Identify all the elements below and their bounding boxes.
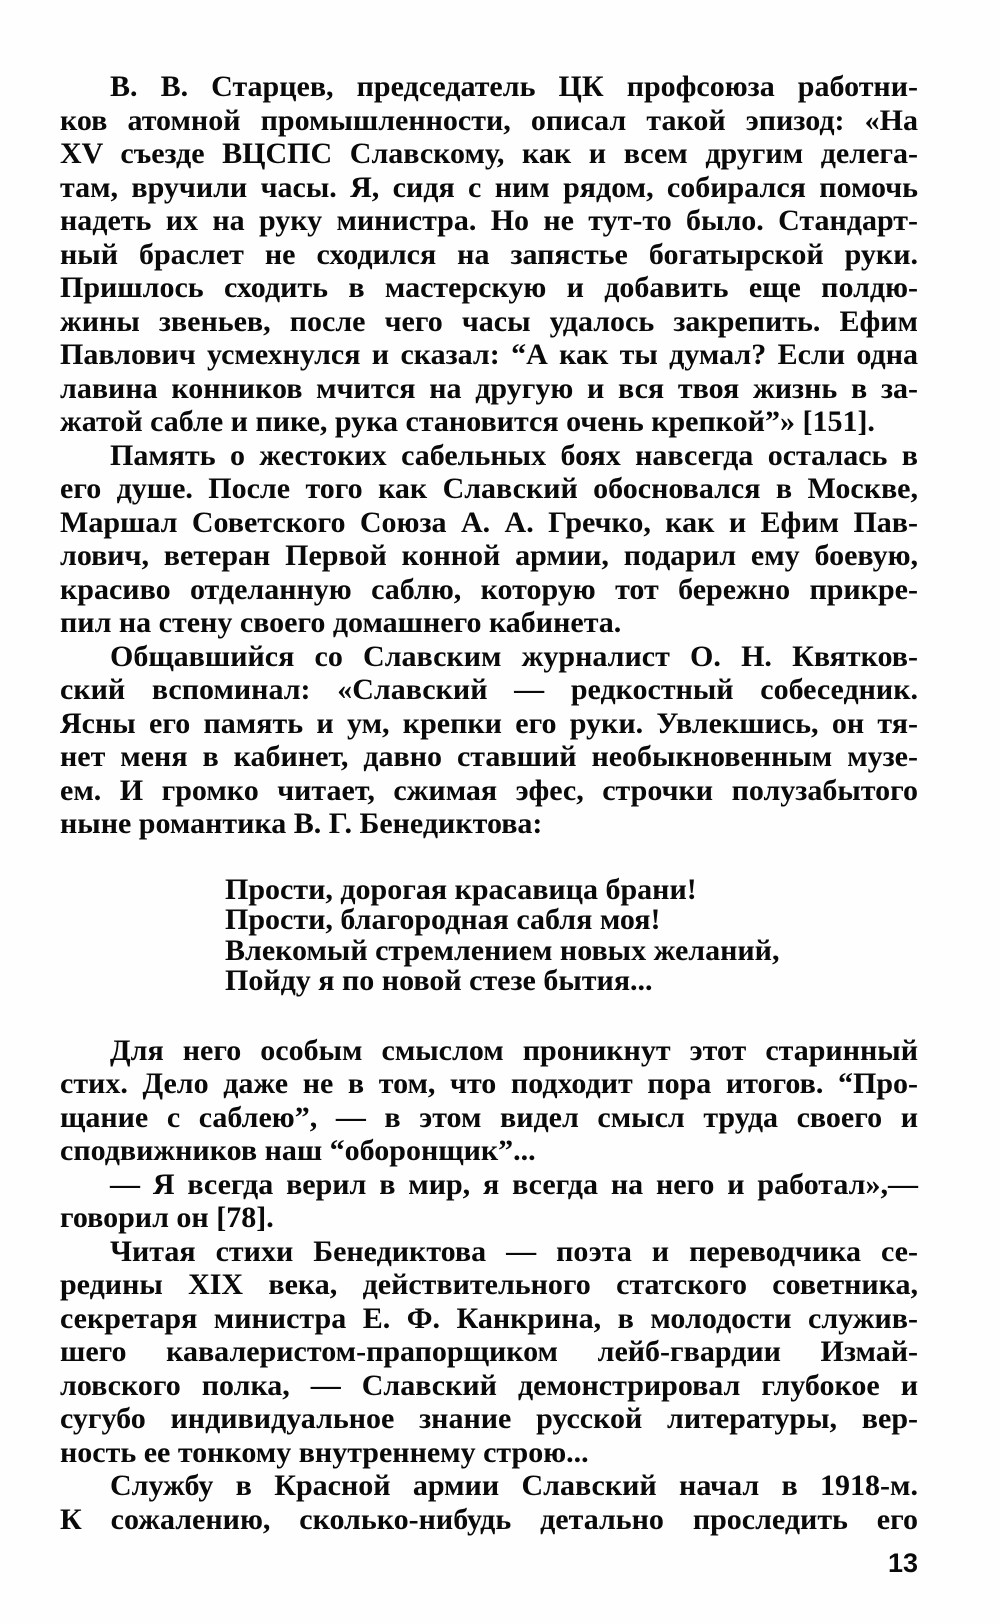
text-line: надеть их на руку министра. Но не тут-то было. Стандарт- <box>60 204 918 237</box>
text-line: красиво отделанную саблю, которую тот бережно прикре- <box>60 572 918 606</box>
text-line: жины звеньев, после чего часы удалось закрепить. Ефим <box>60 304 918 338</box>
text-line: его душе. После того как Славский обосновался в Москве, <box>60 472 918 505</box>
text-line: Ясны его память и ум, крепки его руки. Увлекшись, он тя- <box>60 706 918 740</box>
paragraph <box>60 1168 918 1235</box>
text-line: редины XIX века, действительного статского советника, <box>60 1268 918 1301</box>
text-line: Маршал Советского Союза А. А. Гречко, как и Ефим Пав- <box>60 505 918 539</box>
verse-line: Пойду я по новой стезе бытия... <box>225 964 653 997</box>
paragraph <box>60 1034 918 1168</box>
text-line: ныне романтика В. Г. Бенедиктова: <box>60 807 543 840</box>
text-line: секретаря министра Е. Ф. Канкрина, в молодости служив- <box>60 1301 918 1335</box>
text-line: ем. И громко читает, сжимая эфес, строчки полузабытого <box>60 773 918 807</box>
text-line: пил на стену своего домашнего кабинета. <box>60 606 622 639</box>
text-line: К сожалению, сколько-нибудь детально проследить его <box>60 1502 918 1536</box>
text-line: Читая стихи Бенедиктова — поэта и переводчика се- <box>110 1234 918 1268</box>
text-line: ский вспоминал: «Славский — редкостный собеседник. <box>60 673 918 706</box>
text-line: говорил он [78]. <box>60 1201 274 1234</box>
text-line: Пришлось сходить в мастерскую и добавить еще полдю- <box>60 271 918 304</box>
verse-line: Прости, благородная сабля моя! <box>225 903 661 936</box>
text-line: ловского полка, — Славский демонстрировал глубокое и <box>60 1368 918 1402</box>
text-line: щание с саблею”, — в этом видел смысл труда своего и <box>60 1100 918 1134</box>
text-line: сподвижников наш “оборонщик”... <box>60 1134 536 1167</box>
body-text <box>60 70 918 1536</box>
paragraph <box>60 70 918 439</box>
page-number: 13 <box>887 1548 918 1578</box>
text-line: сугубо индивидуальное знание русской литературы, вер- <box>60 1402 918 1435</box>
text-line: жатой сабле и пике, рука становится очень крепкой”» [151]. <box>60 405 875 438</box>
verse-block <box>225 872 918 997</box>
text-line: Для него особым смыслом проникнут этот старинный <box>110 1033 918 1067</box>
text-line: ный браслет не сходился на запястье богатырской руки. <box>60 237 918 271</box>
text-line: Павлович усмехнулся и сказал: “А как ты думал? Если одна <box>60 338 918 371</box>
text-line: нет меня в кабинет, давно ставший необыкновенным музе- <box>60 740 918 773</box>
text-line: шего кавалеристом-прапорщиком лейб-гвардии Измай- <box>60 1335 918 1368</box>
paragraph <box>60 439 918 640</box>
text-line: Память о жестоких сабельных боях навсегда осталась в <box>110 438 918 472</box>
text-line: лович, ветеран Первой конной армии, подарил ему боевую, <box>60 539 918 572</box>
text-line: В. В. Старцев, председатель ЦК профсоюза работни- <box>110 70 918 103</box>
text-line: лавина конников мчится на другую и вся твоя жизнь в за- <box>60 371 918 405</box>
text-line: Службу в Красной армии Славский начал в 1918-м. <box>110 1469 918 1502</box>
paragraph <box>60 640 918 841</box>
verse-line: Влекомый стремлением новых желаний, <box>225 933 780 967</box>
verse-line: Прости, дорогая красавица брани! <box>225 872 697 906</box>
text-line: — Я всегда верил в мир, я всегда на него и работал»,— <box>110 1167 918 1201</box>
text-line: Общавшийся со Славским журналист О. Н. Квятков- <box>110 639 918 673</box>
text-line: ность ее тонкому внутреннему строю... <box>60 1435 589 1469</box>
text-line: ков атомной промышленности, описал такой эпизод: «На <box>60 103 918 137</box>
text-line: там, вручили часы. Я, сидя с ним рядом, собирался помочь <box>60 170 918 204</box>
text-line: XV съезде ВЦСПС Славскому, как и всем другим делега- <box>60 137 918 170</box>
paragraph <box>60 1235 918 1470</box>
paragraph <box>60 1469 918 1536</box>
text-line: стих. Дело даже не в том, что подходит пора итогов. “Про- <box>60 1067 918 1100</box>
